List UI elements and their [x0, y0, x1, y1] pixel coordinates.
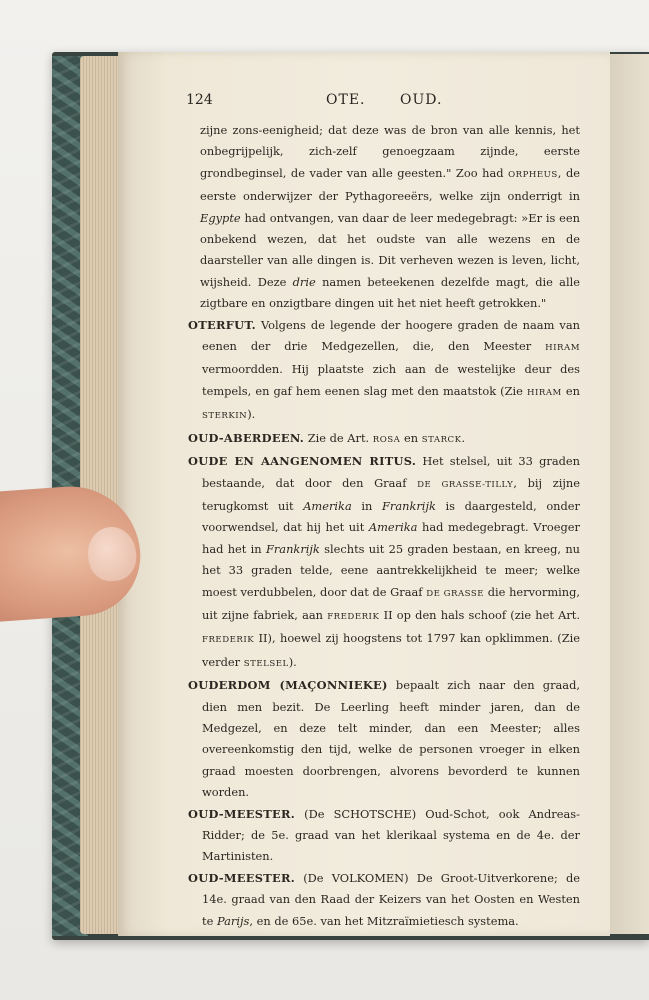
entry-oterfut: OTERFUT. Volgens de legende der hoogere graden de naam van eenen der drie Medgezellen, die, den Meester HIRAM vermoordden. Hij plaatste zich aan de westelijke deur des tempels, en gaf hem eenen slag met den maatstok (Zie HIRAM en STERKIN).: [188, 317, 580, 422]
continued-paragraph: zijne zons-eenigheid; dat deze was de bron van alle kennis, het onbegrijpelijk, zich-zelf genoegzaam zijnde, eerste grondbeginsel, de vader van alle geesten." Zoo had ORPHEUS, de eerste onderwijzer der Pythagoreeërs, welke zijn onderrigt in Egypte had ontvangen, van daar de leer medegebragt: »Er is een onbekend wezen, dat het oudste van alle wezens en de daarsteller van alle dingen is. Dit verheven wezen is leven, licht, wijsheid. Deze drie namen beteekenen dezelfde magt, die alle zigtbare en onzigtbare dingen uit het niet heeft getrokken.": [200, 123, 581, 311]
entry-oud-meester-volkomen: OUD-MEESTER. (De VOLKOMEN) De Groot-Uitverkorene; de 14e. graad van den Raad der Keizers van het Oosten en Westen te Parijs, en de 65e. van het Mitzraïmietiesch systema.: [188, 870, 581, 928]
entry-oude-en-aangenomen-ritus: OUDE EN AANGENOMEN RITUS. Het stelsel, uit 33 graden bestaande, dat door den Graaf DE GRASSE-TILLY, bij zijne terugkomst uit Amerika in Frankrijk is daargesteld, onder voorwendsel, dat hij het uit Amerika had medegebragt. Vroeger had het in Frankrijk slechts uit 25 graden bestaan, en kreeg, nu het 33 graden telde, eene aantrekkelijkheid te meer; welke moest verdubbelen, door dat de Graaf DE GRASSE die hervorming, uit zijne fabriek, aan FREDERIK II op den hals schoof (zie het Art. FREDERIK II), hoewel zij hoogstens tot 1797 kan opklimmen. (Zie verder STELSEL).: [188, 454, 581, 669]
entry-term: OUD-MEESTER.: [188, 870, 296, 885]
running-head: [186, 92, 580, 112]
entry-oud-meester-schotsche: OUD-MEESTER. (De SCHOTSCHE) Oud-Schot, ook Andreas-Ridder; de 5e. graad van het klerikaal systema en de 4e. der Martinisten.: [188, 806, 580, 864]
page-number: 124: [186, 92, 213, 108]
entry-ouderdom: OUDERDOM (MAÇONNIEKE) bepaalt zich naar den graad, dien men bezit. De Leerling heeft minder jaren, dan de Medgezel, en deze telt minder, dan een Meester; alles overeenkomstig den tijd, welke de personen vroeger in elken graad moesten doorbrengen, alvorens bevorderd te kunnen worden.: [188, 678, 581, 800]
entry-term: OUD-MEESTER.: [188, 806, 296, 821]
facing-page-edge: [607, 54, 649, 934]
running-head-left: OTE.: [326, 92, 366, 108]
entry-oud-aberdeen: OUD-ABERDEEN. Zie de Art. ROSA en STARCK.: [188, 430, 466, 445]
page-body: [188, 120, 580, 932]
entry-term: OTERFUT.: [188, 317, 256, 332]
entry-term: OUD-ABERDEEN.: [188, 430, 305, 445]
entry-term: OUDERDOM (MAÇONNIEKE): [188, 678, 388, 693]
entry-term: OUDE EN AANGENOMEN RITUS.: [188, 454, 417, 469]
running-head-right: OUD.: [400, 92, 443, 108]
